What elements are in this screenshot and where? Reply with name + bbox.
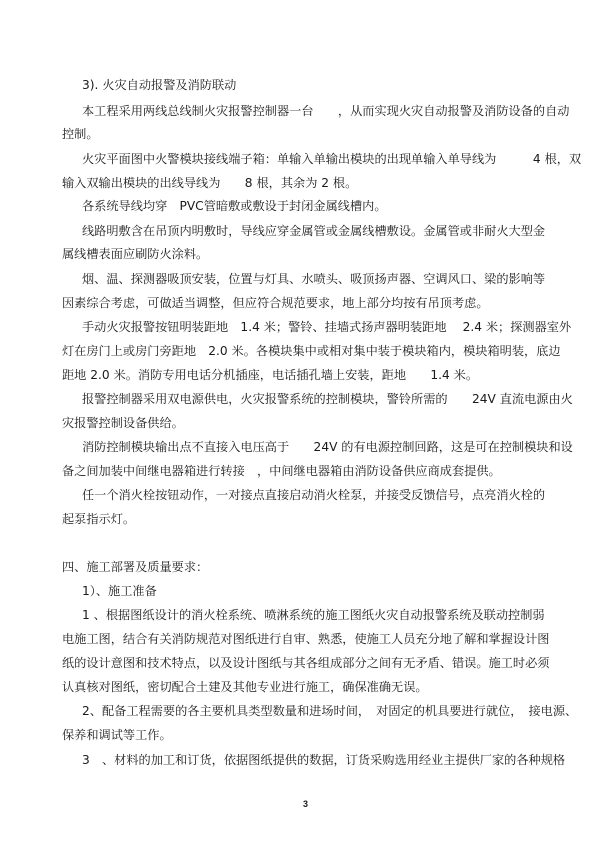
paragraph-line: 灾报警控制设备供给。 <box>62 416 184 430</box>
paragraph-line: 2、配备工程需要的各主要机具类型数量和进场时间， 对固定的机具要进行就位， 接电源、 <box>82 704 578 718</box>
paragraph-line: 认真核对图纸，密切配合土建及其他专业进行施工，确保准确无误。 <box>62 680 428 694</box>
subsection-heading: 1）、施工准备 <box>82 584 157 598</box>
paragraph-line: 线路明敷含在吊顶内明敷时，导线应穿金属管或金属线槽敷设。金属管或非耐火大型金 <box>82 224 546 238</box>
section-heading: 四、施工部署及质量要求： <box>62 560 209 574</box>
paragraph-line: 起泵指示灯。 <box>62 512 136 526</box>
paragraph-line: 任一个消火栓按钮动作，一对接点直接启动消火栓泵，并接受反馈信号，点亮消火栓的 <box>82 488 546 502</box>
paragraph-line: 保养和调试等工作。 <box>62 728 172 742</box>
paragraph-line: 电施工图，结合有关消防规范对图纸进行自审、熟悉，使施工人员充分地了解和掌握设计图 <box>62 632 550 646</box>
paragraph-line: 烟、温、探测器吸顶安装，位置与灯具、水喷头、吸顶扬声器、空调风口、梁的影响等 <box>82 272 546 286</box>
paragraph-line: 本工程采用两线总线制火灾报警控制器一台 ，从而实现火灾自动报警及消防设备的自动 <box>82 104 570 118</box>
paragraph-line: 控制。 <box>62 127 99 141</box>
paragraph-line: 手动火灾报警按钮明装距地 1.4 米；警铃、挂墙式扬声器明装距地 2.4 米；探测器室外 <box>82 320 572 334</box>
paragraph-line: 3 、材料的加工和订货，依据图纸提供的数据，订货采购选用经业主提供厂家的各种规格 <box>82 753 566 767</box>
paragraph-line: 备之间加装中间继电器箱进行转接 ，中间继电器箱由消防设备供应商成套提供。 <box>62 464 501 478</box>
paragraph-line: 纸的设计意图和技术特点，以及设计图纸与其各组成部分之间有无矛盾、错误。施工时必须 <box>62 656 550 670</box>
heading-fire-alarm: 3). 火灾自动报警及消防联动 <box>82 78 237 92</box>
paragraph-line: 消防控制模块输出点不直接入电压高于 24V 的有电源控制回路，这是可在控制模块和设 <box>82 440 573 454</box>
paragraph-line: 输入双输出模块的出线导线为 8 根，其余为 2 根。 <box>62 176 358 190</box>
paragraph-line: 报警控制器采用双电源供电，火灾报警系统的控制模块，警铃所需的 24V 直流电源由火 <box>82 392 573 406</box>
paragraph-line: 各系统导线均穿 PVC管暗敷或敷设于封闭金属线槽内。 <box>82 199 387 213</box>
paragraph-line: 距地 2.0 米。消防专用电话分机插座，电话插孔墙上安装，距地 1.4 米。 <box>62 368 479 382</box>
paragraph-line: 1 、根据图纸设计的消火栓系统、喷淋系统的施工图纸火灾自动报警系统及联动控制弱 <box>82 608 545 622</box>
paragraph-line: 因素综合考虑，可做适当调整，但应符合规范要求，地上部分均按有吊顶考虑。 <box>62 296 489 310</box>
page-number: 3 <box>302 799 308 809</box>
paragraph-line: 属线槽表面应刷防火涂料。 <box>62 247 209 261</box>
paragraph-line: 火灾平面图中火警模块接线端子箱：单输入单输出模块的出现单输入单导线为 4 根，双 <box>82 152 582 166</box>
paragraph-line: 灯在房门上或房门旁距地 2.0 米。各模块集中或相对集中装于模块箱内，模块箱明装，底边 <box>62 344 561 358</box>
